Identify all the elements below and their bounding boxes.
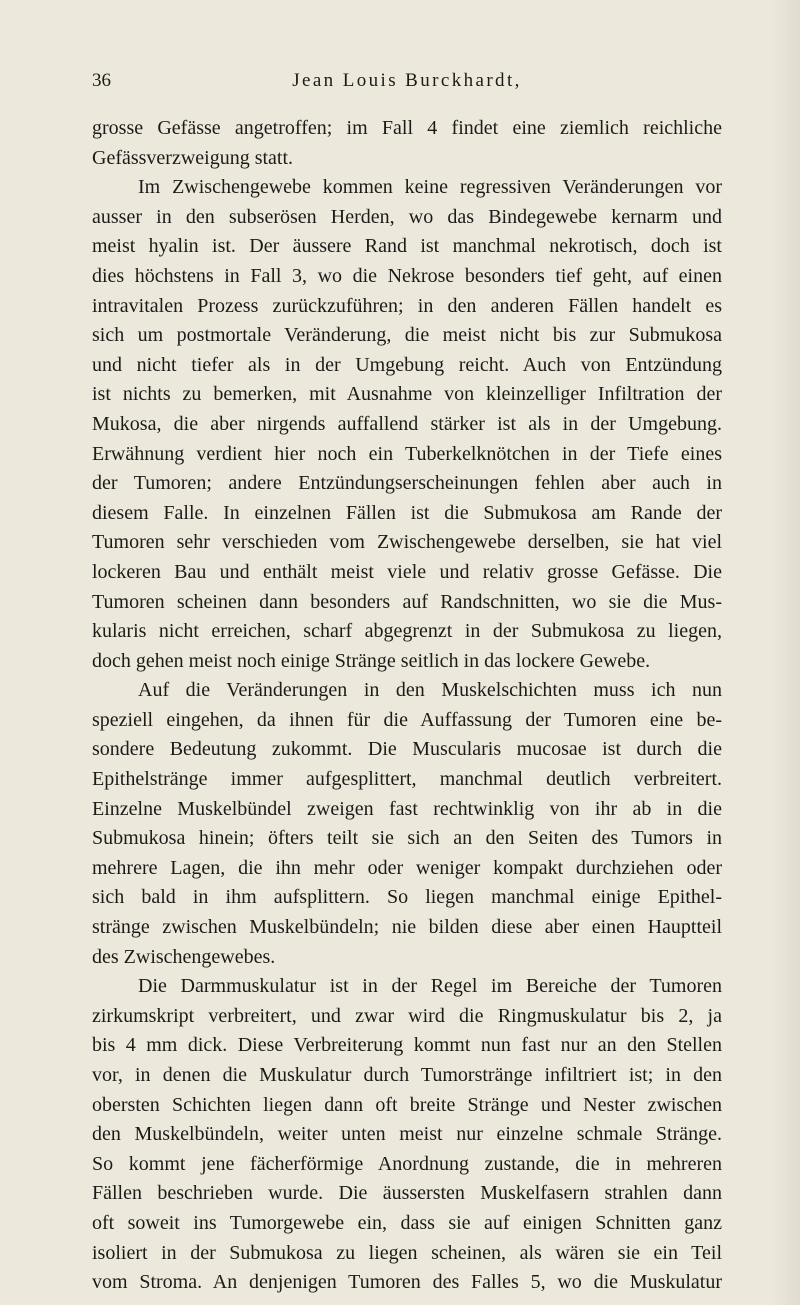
page-edge-shadow bbox=[770, 0, 800, 1305]
paragraph bbox=[92, 114, 722, 173]
text-line: speziell eingehen, da ihnen für die Auffassung der Tumoren eine be- bbox=[92, 708, 722, 731]
text-line: doch gehen meist noch einige Stränge seitlich in das lockere Gewebe. bbox=[92, 649, 651, 672]
text-line: ist nichts zu bemerken, mit Ausnahme von kleinzelliger Infiltration der bbox=[92, 383, 722, 406]
text-line: Tumoren scheinen dann besonders auf Randschnitten, wo sie die Mus- bbox=[92, 590, 722, 613]
text-line: Submukosa hinein; öfters teilt sie sich an den Seiten des Tumors in bbox=[92, 827, 722, 850]
text-line: Die Darmmuskulatur ist in der Regel im Bereiche der Tumoren bbox=[138, 975, 722, 998]
text-line: dies höchstens in Fall 3, wo die Nekrose besonders tief geht, auf einen bbox=[92, 264, 722, 287]
text-line: Fällen beschrieben wurde. Die äussersten Muskelfasern strahlen dann bbox=[92, 1182, 722, 1205]
body-text bbox=[92, 114, 722, 1298]
text-line: mehrere Lagen, die ihn mehr oder weniger kompakt durchziehen oder bbox=[92, 856, 722, 879]
text-line: der Tumoren; andere Entzündungserscheinungen fehlen aber auch in bbox=[92, 472, 722, 495]
text-line: ausser in den subserösen Herden, wo das Bindegewebe kernarm und bbox=[92, 205, 722, 228]
page-number: 36 bbox=[92, 70, 111, 91]
text-line: intravitalen Prozess zurückzuführen; in den anderen Fällen handelt es bbox=[92, 294, 722, 317]
text-line: Epithelstränge immer aufgesplittert, manchmal deutlich verbreitert. bbox=[92, 768, 722, 791]
text-line: vom Stroma. An denjenigen Tumoren des Falles 5, wo die Muskulatur bbox=[92, 1271, 722, 1294]
text-line: meist hyalin ist. Der äussere Rand ist manchmal nekrotisch, doch ist bbox=[92, 235, 722, 258]
running-head: Jean Louis Burckhardt, bbox=[292, 70, 522, 91]
text-line: sich bald in ihm aufsplittern. So liegen manchmal einige Epithel- bbox=[92, 886, 722, 909]
paragraph bbox=[92, 972, 722, 1298]
text-line: kularis nicht erreichen, scharf abgegrenzt in der Submukosa zu liegen, bbox=[92, 620, 722, 643]
text-line: oft soweit ins Tumorgewebe ein, dass sie auf einigen Schnitten ganz bbox=[92, 1211, 722, 1234]
text-line: vor, in denen die Muskulatur durch Tumorstränge infiltriert ist; in den bbox=[92, 1064, 722, 1086]
text-line: des Zwischengewebes. bbox=[92, 945, 276, 968]
text-line: grosse Gefässe angetroffen; im Fall 4 findet eine ziemlich reichliche bbox=[92, 117, 722, 139]
text-line: diesem Falle. In einzelnen Fällen ist die Submukosa am Rande der bbox=[92, 501, 722, 524]
text-line: Tumoren sehr verschieden vom Zwischengewebe derselben, sie hat viel bbox=[92, 531, 722, 554]
text-line: bis 4 mm dick. Diese Verbreiterung kommt nun fast nur an den Stellen bbox=[92, 1034, 722, 1057]
text-line: Mukosa, die aber nirgends auffallend stärker ist als in der Umgebung. bbox=[92, 412, 722, 435]
text-line: obersten Schichten liegen dann oft breite Stränge und Nester zwischen bbox=[92, 1093, 722, 1116]
text-line: sich um postmortale Veränderung, die meist nicht bis zur Submukosa bbox=[92, 324, 722, 347]
text-line: und nicht tiefer als in der Umgebung reicht. Auch von Entzündung bbox=[92, 353, 722, 376]
text-line: Gefässverzweigung statt. bbox=[92, 146, 294, 169]
text-line: lockeren Bau und enthält meist viele und relativ grosse Gefässe. Die bbox=[92, 560, 722, 583]
text-line: Im Zwischengewebe kommen keine regressiven Veränderungen vor bbox=[138, 176, 722, 199]
paragraph bbox=[92, 676, 722, 972]
text-line: Erwähnung verdient hier noch ein Tuberkelknötchen in der Tiefe eines bbox=[92, 442, 722, 465]
text-line: stränge zwischen Muskelbündeln; nie bilden diese aber einen Hauptteil bbox=[92, 916, 722, 939]
text-line: sondere Bedeutung zukommt. Die Muscularis mucosae ist durch die bbox=[92, 738, 722, 761]
text-line: zirkumskript verbreitert, und zwar wird die Ringmuskulatur bis 2, ja bbox=[92, 1004, 722, 1027]
text-line: Einzelne Muskelbündel zweigen fast rechtwinklig von ihr ab in die bbox=[92, 797, 722, 820]
text-line: Auf die Veränderungen in den Muskelschichten muss ich nun bbox=[138, 679, 722, 702]
text-line: So kommt jene fächerförmige Anordnung zustande, die in mehreren bbox=[92, 1152, 722, 1175]
paragraph bbox=[92, 173, 722, 676]
text-line: den Muskelbündeln, weiter unten meist nur einzelne schmale Stränge. bbox=[92, 1123, 722, 1146]
text-line: isoliert in der Submukosa zu liegen scheinen, als wären sie ein Teil bbox=[92, 1241, 722, 1264]
page-header bbox=[92, 70, 722, 100]
